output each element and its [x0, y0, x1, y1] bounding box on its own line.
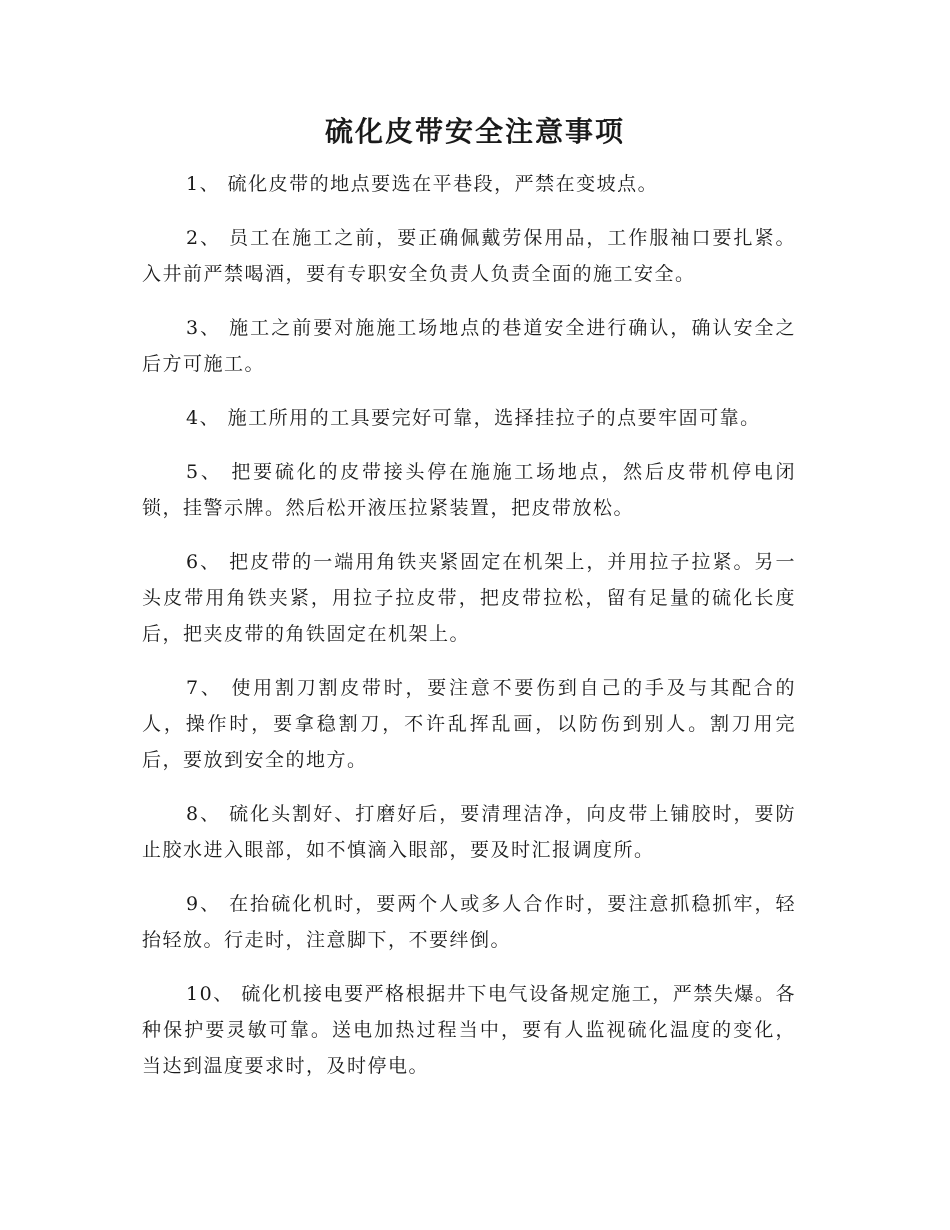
paragraph-item-3: 3、 施工之前要对施施工场地点的巷道安全进行确认，确认安全之后方可施工。 [142, 317, 796, 375]
document-body [142, 166, 796, 1102]
paragraph-item-6: 6、 把皮带的一端用角铁夹紧固定在机架上，并用拉子拉紧。另一头皮带用角铁夹紧，用拉子拉皮带，把皮带拉松，留有足量的硫化长度后，把夹皮带的角铁固定在机架上。 [142, 551, 796, 645]
paragraph-item-2: 2、 员工在施工之前，要正确佩戴劳保用品，工作服袖口要扎紧。入井前严禁喝酒，要有专职安全负责人负责全面的施工安全。 [142, 227, 796, 285]
paragraph-item-8: 8、 硫化头割好、打磨好后，要清理洁净，向皮带上铺胶时，要防止胶水进入眼部，如不慎滴入眼部，要及时汇报调度所。 [142, 803, 796, 861]
paragraph-item-5: 5、 把要硫化的皮带接头停在施施工场地点，然后皮带机停电闭锁，挂警示牌。然后松开液压拉紧装置，把皮带放松。 [142, 461, 796, 519]
paragraph-item-4: 4、 施工所用的工具要完好可靠，选择挂拉子的点要牢固可靠。 [186, 407, 761, 429]
paragraph-item-9: 9、 在抬硫化机时，要两个人或多人合作时，要注意抓稳抓牢，轻抬轻放。行走时，注意脚下，不要绊倒。 [142, 893, 796, 951]
paragraph-item-7: 7、 使用割刀割皮带时，要注意不要伤到自己的手及与其配合的人，操作时，要拿稳割刀，不许乱挥乱画，以防伤到别人。割刀用完后，要放到安全的地方。 [142, 677, 796, 771]
paragraph-item-1: 1、 硫化皮带的地点要选在平巷段，严禁在变坡点。 [186, 173, 659, 195]
paragraph-item-10: 10、 硫化机接电要严格根据井下电气设备规定施工，严禁失爆。各种保护要灵敏可靠。送电加热过程当中，要有人监视硫化温度的变化，当达到温度要求时，及时停电。 [142, 983, 796, 1077]
document-title: 硫化皮带安全注意事项 [324, 115, 625, 148]
